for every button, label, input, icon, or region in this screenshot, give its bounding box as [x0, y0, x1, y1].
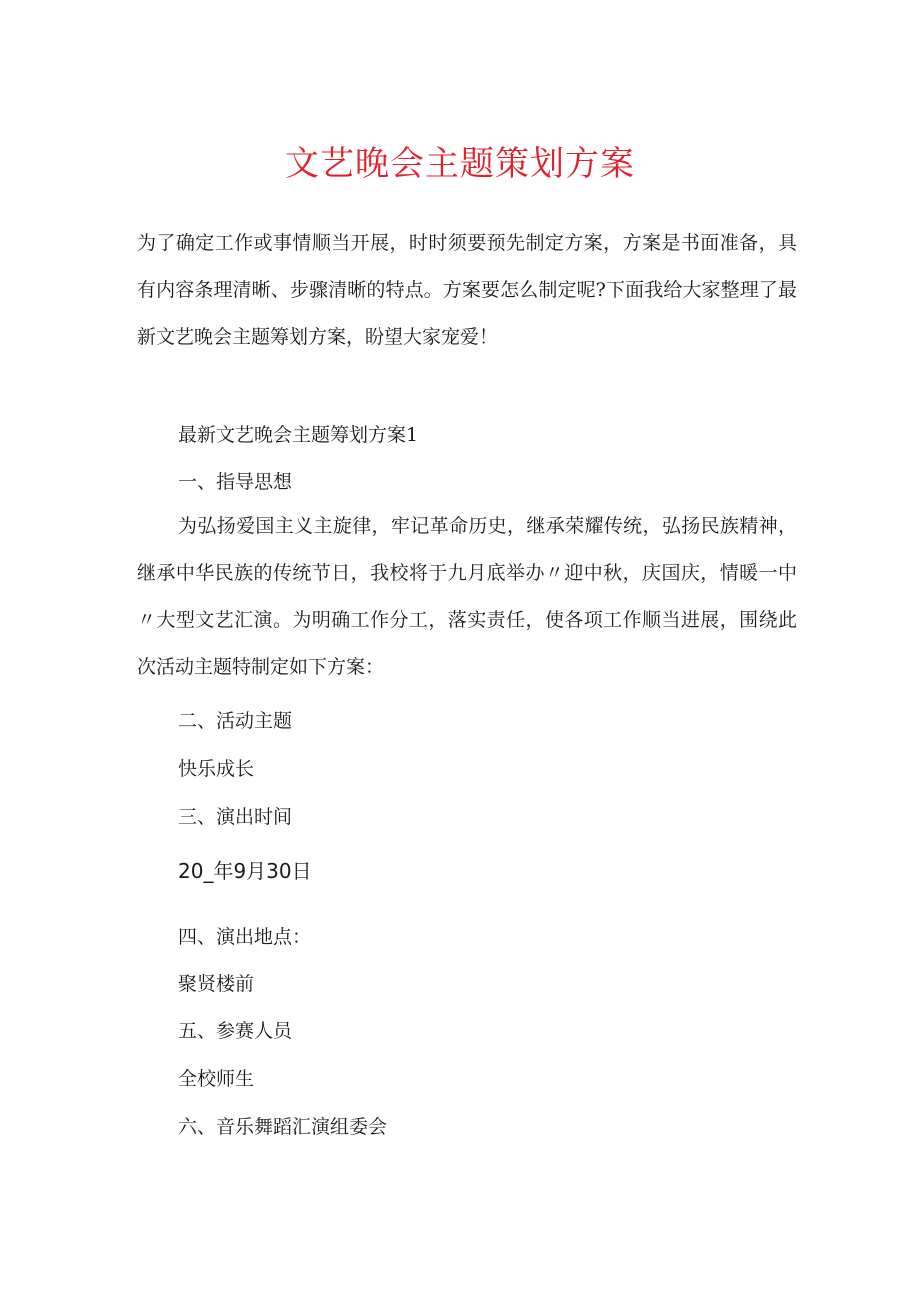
document-title: 文艺晚会主题策划方案: [285, 144, 635, 184]
section-heading-activity-theme: 二、活动主题: [178, 710, 293, 732]
section-body-performance-venue: 聚贤楼前: [178, 973, 255, 995]
section-heading-performance-time: 三、演出时间: [178, 806, 293, 828]
section-body-participants: 全校师生: [178, 1068, 255, 1090]
section-heading-guiding-ideology: 一、指导思想: [178, 471, 293, 493]
section-body-guiding-ideology: 为弘扬爱国主义主旋律，牢记革命历史，继承荣耀传统，弘扬民族精神，继承中华民族的传统节日，我校将于九月底举办〃迎中秋，庆国庆，情暖一中〃大型文艺汇演。为明确工作分工，落实责任，使各项工作顺当进展，围绕此次活动主题特制定如下方案：: [137, 515, 797, 678]
section-heading-organizing-committee: 六、音乐舞蹈汇演组委会: [178, 1116, 388, 1138]
plan-heading: 最新文艺晚会主题筹划方案1: [178, 424, 419, 446]
section-heading-participants: 五、参赛人员: [178, 1020, 293, 1042]
section-heading-performance-venue: 四、演出地点：: [178, 926, 312, 948]
intro-paragraph: 为了确定工作或事情顺当开展，时时须要预先制定方案，方案是书面准备，具有内容条理清晰、步骤清晰的特点。方案要怎么制定呢?下面我给大家整理了最新文艺晚会主题筹划方案，盼望大家宠爱！: [137, 232, 797, 348]
section-body-performance-time: 20_年9月30日: [178, 859, 312, 883]
section-body-activity-theme: 快乐成长: [178, 758, 255, 780]
